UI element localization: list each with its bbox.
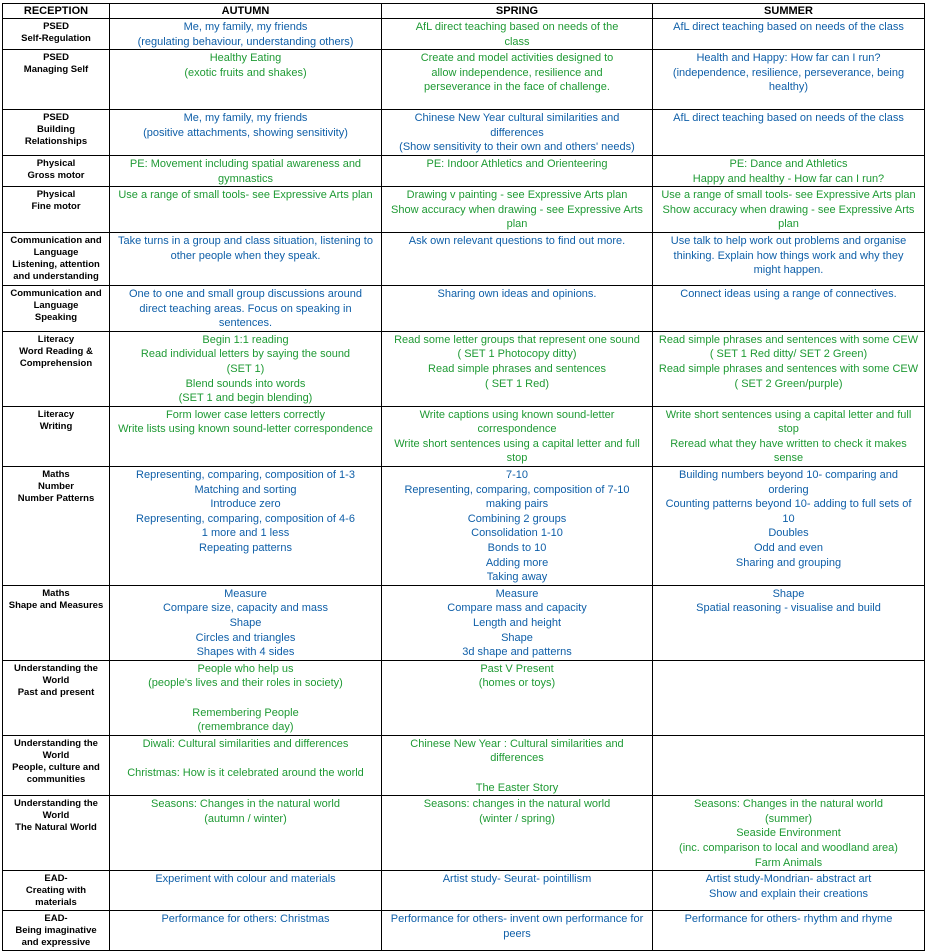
row-label-line: Gross motor — [27, 169, 85, 181]
table-row — [3, 187, 925, 233]
spring-cell-line: class — [504, 35, 530, 48]
autumn-cell-line: PE: Movement including spatial awareness and — [129, 157, 362, 170]
spring-cell-line: Artist study- Seurat- pointillism — [442, 873, 592, 886]
spring-cell-line: peers — [503, 927, 531, 940]
summer-cell-line: Happy and healthy - How far can I run? — [692, 172, 885, 185]
row-label — [3, 19, 110, 50]
spring-cell-line: Seasons: changes in the natural world — [423, 798, 611, 811]
spring-cell — [382, 155, 653, 186]
spring-cell-line: Past V Present — [480, 662, 554, 675]
autumn-cell-line: Representing, comparing, composition of 4-6 — [136, 512, 355, 525]
spring-cell-line: Sharing own ideas and opinions. — [437, 287, 597, 300]
spring-cell-line: Read some letter groups that represent one sound — [394, 333, 640, 346]
summer-cell — [653, 660, 925, 735]
autumn-cell — [110, 50, 382, 110]
summer-cell-line: plan — [778, 218, 799, 231]
row-label-line: Maths — [42, 587, 70, 599]
spring-cell-line: (homes or toys) — [478, 677, 556, 690]
table-row — [3, 735, 925, 795]
summer-cell-line: ordering — [768, 483, 809, 496]
row-label-line: EAD- — [44, 873, 68, 885]
row-label-line: Physical — [36, 157, 76, 169]
spring-cell-line: AfL direct teaching based on needs of the — [415, 21, 619, 33]
spring-cell — [382, 467, 653, 586]
table-row — [3, 331, 925, 406]
table-row — [3, 155, 925, 186]
row-label-line: Writing — [39, 420, 73, 432]
row-label — [3, 911, 110, 951]
spring-cell-line: Bonds to 10 — [487, 542, 547, 555]
row-label-line: Language — [33, 246, 79, 258]
row-label-line: PSED — [43, 52, 69, 64]
autumn-cell-line: 1 more and 1 less — [201, 527, 290, 540]
row-label-line: Shape and Measures — [8, 599, 104, 611]
spring-cell — [382, 871, 653, 911]
row-label — [3, 735, 110, 795]
row-label-line: Literacy — [37, 408, 75, 420]
autumn-cell — [110, 232, 382, 285]
autumn-cell-line: Shape — [229, 617, 262, 629]
row-label-line: Understanding the — [14, 798, 98, 810]
summer-cell-line: 10 — [782, 512, 795, 525]
row-label — [3, 285, 110, 331]
row-label-line: Communication and — [10, 234, 102, 246]
row-label-line: communities — [26, 773, 86, 785]
row-label-line: materials — [35, 897, 77, 909]
spring-cell-line: Compare mass and capacity — [447, 602, 587, 615]
autumn-cell-line: Me, my family, my friends — [183, 21, 308, 33]
summer-cell — [653, 331, 925, 406]
row-label-line: World — [42, 749, 70, 761]
autumn-cell — [110, 871, 382, 911]
autumn-cell-line: Shapes with 4 sides — [196, 646, 295, 659]
summer-cell-line: Show and explain their creations — [709, 887, 868, 900]
autumn-cell-line: Form lower case letters correctly — [166, 408, 325, 421]
summer-cell-line: stop — [778, 423, 799, 436]
row-label-line: Past and present — [17, 686, 95, 698]
row-label-line: Number Patterns — [17, 493, 95, 505]
summer-cell-line: Building numbers beyond 10- comparing and — [679, 469, 898, 482]
autumn-cell — [110, 735, 382, 795]
summer-cell — [653, 467, 925, 586]
summer-cell-line: AfL direct teaching based on needs of the class — [673, 21, 904, 33]
table-row — [3, 660, 925, 735]
spring-cell-line: PE: Indoor Athletics and Orienteering — [426, 157, 608, 170]
row-label-line: Speaking — [34, 311, 78, 323]
row-label-line: Word Reading & — [19, 345, 93, 357]
table-row — [3, 796, 925, 871]
summer-cell — [653, 232, 925, 285]
summer-cell-line: ( SET 2 Green/purple) — [734, 377, 843, 390]
summer-cell-line: Farm Animals — [754, 856, 823, 869]
spring-cell-line: stop — [506, 452, 528, 465]
row-label-line: PSED — [43, 112, 69, 124]
row-label — [3, 50, 110, 110]
summer-cell — [653, 871, 925, 911]
spring-cell — [382, 796, 653, 871]
row-label-line: Relationships — [24, 136, 88, 148]
spring-cell — [382, 187, 653, 233]
summer-cell-line: Use a range of small tools- see Expressive Arts plan — [661, 189, 916, 202]
autumn-cell-line: Write lists using known sound-letter correspondence — [118, 423, 373, 436]
row-label-line: People, culture and — [12, 761, 100, 773]
autumn-cell-line: Introduce zero — [210, 498, 281, 511]
autumn-cell-line: Experiment with colour and materials — [155, 873, 336, 886]
summer-cell-line: Reread what they have written to check it makes — [670, 437, 907, 450]
autumn-cell-line: Take turns in a group and class situation, listening to — [118, 234, 373, 247]
row-label — [3, 155, 110, 186]
autumn-cell-line: Repeating patterns — [199, 542, 292, 555]
spring-cell-line: Chinese New Year cultural similarities and — [414, 112, 620, 125]
spring-cell-line — [384, 766, 650, 781]
autumn-cell-line: One to one and small group discussions around — [129, 287, 362, 300]
row-label — [3, 187, 110, 233]
autumn-cell — [110, 331, 382, 406]
row-label-line: Managing Self — [23, 64, 89, 76]
summer-cell-line: might happen. — [753, 264, 824, 277]
spring-cell — [382, 110, 653, 156]
row-label-line: Comprehension — [19, 357, 93, 369]
summer-cell — [653, 796, 925, 871]
autumn-cell-line: Healthy Eating — [209, 52, 282, 65]
spring-cell-line: (Show sensitivity to their own and others' needs) — [399, 141, 635, 154]
spring-cell-line: plan — [506, 218, 528, 231]
row-label-line: Physical — [36, 189, 76, 201]
spring-cell — [382, 735, 653, 795]
autumn-cell-line: gymnastics — [217, 172, 274, 185]
summer-cell — [653, 911, 925, 951]
autumn-cell-line: Seasons: Changes in the natural world — [151, 798, 340, 811]
spring-cell — [382, 232, 653, 285]
summer-cell-line: Counting patterns beyond 10- adding to full sets of — [665, 498, 912, 511]
autumn-cell-line: (exotic fruits and shakes) — [184, 66, 307, 79]
autumn-cell-line: (SET 1) — [226, 362, 265, 375]
summer-cell-line: Write short sentences using a capital letter and full — [665, 408, 912, 421]
summer-cell-line: (inc. comparison to local and woodland area) — [679, 841, 898, 854]
row-label-line: Being imaginative — [15, 925, 97, 937]
autumn-cell — [110, 467, 382, 586]
summer-cell-line: Show accuracy when drawing - see Expressive Arts — [662, 203, 915, 216]
spring-cell-line: Write captions using known sound-letter — [419, 408, 615, 421]
autumn-cell — [110, 285, 382, 331]
spring-cell-line: ( SET 1 Photocopy ditty) — [457, 348, 577, 361]
summer-cell-line: Connect ideas using a range of connectives. — [680, 287, 897, 300]
autumn-cell — [110, 19, 382, 50]
row-label-line: and understanding — [13, 270, 99, 282]
row-label-line: Listening, attention — [12, 258, 100, 270]
curriculum-table — [2, 3, 925, 951]
autumn-cell-line: (regulating behaviour, understanding others) — [137, 35, 354, 48]
table-row — [3, 871, 925, 911]
spring-cell-line: Measure — [495, 587, 539, 600]
row-label — [3, 331, 110, 406]
autumn-cell-line: Diwali: Cultural similarities and differences — [142, 737, 349, 750]
autumn-cell-line — [112, 751, 379, 766]
spring-cell-line: correspondence — [477, 423, 557, 436]
row-label — [3, 467, 110, 586]
autumn-cell-line: (people's lives and their roles in society) — [148, 677, 343, 690]
row-label-line: PSED — [43, 21, 69, 32]
summer-cell-line: sense — [773, 452, 804, 465]
autumn-cell — [110, 911, 382, 951]
summer-cell-line: ( SET 1 Red ditty/ SET 2 Green) — [709, 348, 868, 361]
header-reception: RECEPTION — [3, 4, 110, 19]
summer-cell-line: Spatial reasoning - visualise and build — [696, 602, 881, 615]
row-label-line: and expressive — [21, 937, 91, 949]
table-row — [3, 911, 925, 951]
spring-cell-line: making pairs — [485, 498, 549, 511]
summer-cell-line: Odd and even — [753, 542, 824, 555]
spring-cell-line: differences — [490, 752, 544, 765]
spring-cell-line: Combining 2 groups — [467, 512, 567, 525]
autumn-cell-line: Compare size, capacity and mass — [162, 602, 329, 615]
summer-cell-line: Shape — [772, 587, 805, 600]
spring-cell-line: differences — [490, 126, 544, 139]
row-label-line: EAD- — [44, 913, 68, 925]
autumn-cell-line: Remembering People — [192, 706, 299, 719]
autumn-cell — [110, 110, 382, 156]
spring-cell-line: (winter / spring) — [479, 812, 555, 825]
row-label-line: Literacy — [37, 333, 75, 345]
header-spring: SPRING — [382, 4, 653, 19]
summer-cell-line: Doubles — [768, 527, 809, 540]
row-label — [3, 660, 110, 735]
autumn-cell-line: Representing, comparing, composition of 1-3 — [136, 469, 355, 482]
spring-cell-line: Shape — [501, 631, 533, 644]
summer-cell-line: AfL direct teaching based on needs of the class — [673, 112, 904, 125]
spring-cell-line: perseverance in the face of challenge. — [424, 81, 610, 94]
autumn-cell-line: (remembrance day) — [197, 721, 294, 734]
summer-cell-line: Read simple phrases and sentences with some CEW — [658, 333, 919, 346]
header-summer: SUMMER — [653, 4, 925, 19]
autumn-cell-line: Circles and triangles — [195, 631, 296, 644]
autumn-cell — [110, 585, 382, 660]
autumn-cell — [110, 406, 382, 466]
summer-cell-line: Health and Happy: How far can I run? — [696, 52, 881, 65]
table-row — [3, 285, 925, 331]
spring-cell-line: Show accuracy when drawing - see Expressive Arts — [391, 203, 643, 216]
spring-cell-line: Length and height — [472, 617, 562, 629]
row-label — [3, 232, 110, 285]
autumn-cell-line: Read individual letters by saying the sound — [140, 348, 351, 361]
autumn-cell-line: Begin 1:1 reading — [202, 333, 289, 346]
autumn-cell-line: direct teaching areas. Focus on speaking in — [139, 302, 352, 315]
autumn-cell-line: (SET 1 and begin blending) — [178, 392, 313, 405]
autumn-cell-line: Use a range of small tools- see Expressive Arts plan — [118, 189, 373, 202]
row-label-line: Building — [37, 124, 75, 136]
autumn-cell-line: other people when they speak. — [170, 249, 321, 262]
row-label-line: Creating with — [25, 885, 87, 897]
table-row — [3, 232, 925, 285]
autumn-cell-line: Me, my family, my friends — [183, 112, 308, 125]
spring-cell — [382, 50, 653, 110]
summer-cell-line: (summer) — [764, 812, 813, 825]
spring-cell-line: Representing, comparing, composition of 7-10 — [404, 483, 630, 496]
spring-cell-line: Write short sentences using a capital letter and full — [394, 437, 640, 450]
spring-cell — [382, 19, 653, 50]
summer-cell — [653, 735, 925, 795]
autumn-cell-line: (positive attachments, showing sensitivity) — [143, 126, 348, 139]
autumn-cell-line — [112, 691, 379, 706]
summer-cell-line: Performance for others- rhythm and rhyme — [684, 913, 893, 926]
row-label — [3, 406, 110, 466]
summer-cell-line: PE: Dance and Athletics — [729, 157, 848, 170]
autumn-cell — [110, 796, 382, 871]
row-label-line: World — [42, 810, 70, 822]
spring-cell — [382, 285, 653, 331]
row-label-line: Maths — [42, 469, 70, 481]
spring-cell-line: Ask own relevant questions to find out more. — [408, 234, 626, 247]
row-label-line: The Natural World — [15, 822, 97, 834]
autumn-cell-line: People who help us — [197, 662, 294, 675]
row-label — [3, 585, 110, 660]
spring-cell-line: Drawing v painting - see Expressive Arts plan — [406, 189, 628, 202]
summer-cell — [653, 50, 925, 110]
autumn-cell-line: Christmas: How is it celebrated around the world — [127, 766, 364, 779]
row-label-line: Understanding the — [14, 737, 98, 749]
row-label — [3, 110, 110, 156]
summer-cell-line: Sharing and grouping — [735, 556, 842, 569]
summer-cell-line: thinking. Explain how things work and why they — [673, 249, 904, 262]
summer-cell — [653, 187, 925, 233]
spring-cell — [382, 911, 653, 951]
spring-cell-line: Read simple phrases and sentences — [428, 362, 606, 375]
summer-cell-line: (independence, resilience, perseverance, being — [672, 66, 905, 79]
row-label-line: Language — [33, 299, 79, 311]
summer-cell-line: Seasons: Changes in the natural world — [694, 798, 883, 811]
header-autumn: AUTUMN — [110, 4, 382, 19]
spring-cell-line: Taking away — [486, 571, 548, 584]
summer-cell-line: Artist study-Mondrian- abstract art — [705, 873, 872, 886]
autumn-cell — [110, 660, 382, 735]
autumn-cell-line: Performance for others: Christmas — [161, 913, 330, 926]
table-row — [3, 50, 925, 110]
autumn-cell-line: (autumn / winter) — [204, 812, 287, 825]
spring-cell-line: The Easter Story — [475, 781, 559, 794]
autumn-cell-line: Matching and sorting — [194, 483, 297, 496]
row-label — [3, 796, 110, 871]
summer-cell-line: healthy) — [768, 81, 809, 94]
spring-cell — [382, 660, 653, 735]
table-row — [3, 406, 925, 466]
spring-cell-line: Performance for others- invent own performance for — [390, 913, 644, 926]
row-label-line: Communication and — [10, 287, 102, 299]
autumn-cell-line: sentences. — [218, 317, 273, 330]
spring-cell-line: Chinese New Year : Cultural similarities and — [410, 737, 624, 750]
summer-cell — [653, 19, 925, 50]
spring-cell-line: Consolidation 1-10 — [471, 527, 563, 540]
row-label-line: Fine motor — [31, 201, 81, 213]
summer-cell — [653, 285, 925, 331]
summer-cell-line: Read simple phrases and sentences with some CEW — [658, 362, 919, 375]
summer-cell-line: Seaside Environment — [736, 827, 841, 840]
summer-cell — [653, 155, 925, 186]
row-label-line: Self-Regulation — [21, 33, 91, 44]
spring-cell-line: 7-10 — [505, 469, 529, 482]
autumn-cell — [110, 155, 382, 186]
row-label-line: World — [42, 674, 70, 686]
table-row — [3, 585, 925, 660]
spring-cell — [382, 331, 653, 406]
autumn-cell-line: Blend sounds into words — [185, 377, 306, 390]
summer-cell-line: Use talk to help work out problems and organise — [670, 234, 907, 247]
summer-cell — [653, 406, 925, 466]
table-row — [3, 467, 925, 586]
table-row — [3, 19, 925, 50]
summer-cell — [653, 585, 925, 660]
table-row — [3, 110, 925, 156]
spring-cell — [382, 585, 653, 660]
spring-cell-line: allow independence, resilience and — [431, 66, 603, 79]
row-label — [3, 871, 110, 911]
row-label-line: Number — [38, 481, 74, 493]
spring-cell — [382, 406, 653, 466]
row-label-line: Understanding the — [14, 662, 98, 674]
spring-cell-line: Create and model activities designed to — [420, 52, 614, 65]
spring-cell-line: Adding more — [485, 556, 549, 569]
spring-cell-line: ( SET 1 Red) — [485, 377, 549, 390]
autumn-cell-line: Measure — [224, 587, 267, 600]
summer-cell — [653, 110, 925, 156]
autumn-cell — [110, 187, 382, 233]
spring-cell-line: 3d shape and patterns — [462, 646, 572, 659]
